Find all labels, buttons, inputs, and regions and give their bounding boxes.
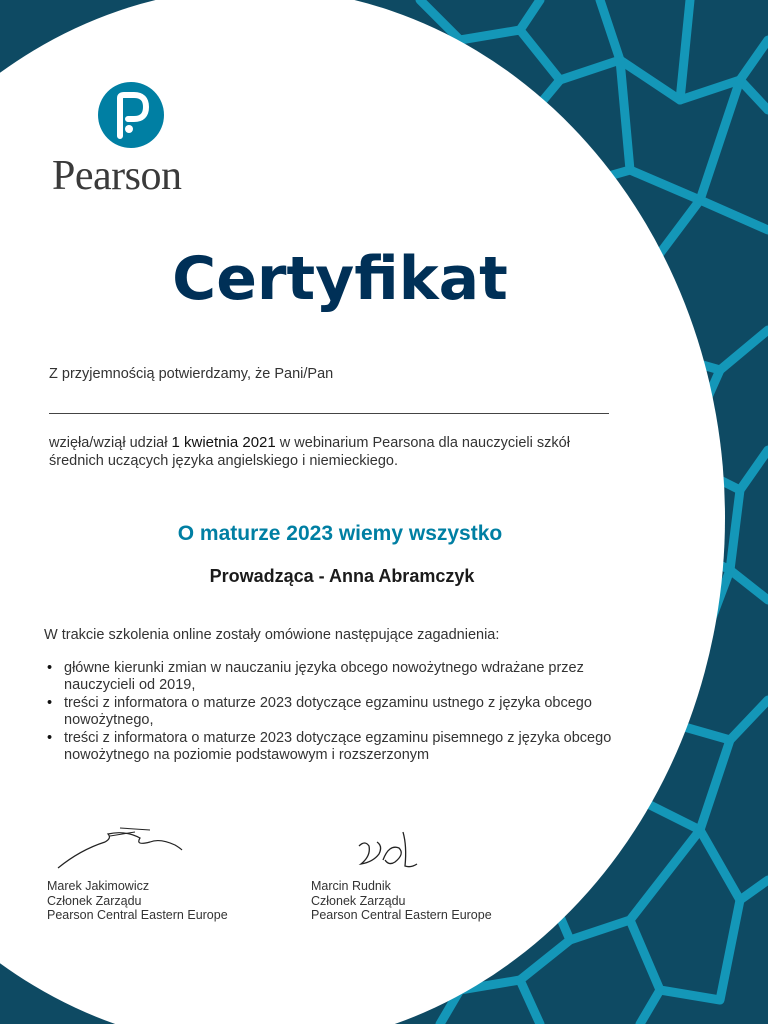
- signatory-2: [311, 879, 492, 923]
- signatory-company: Pearson Central Eastern Europe: [47, 908, 228, 922]
- signatory-name: Marcin Rudnik: [311, 879, 391, 893]
- list-item: • główne kierunki zmian w nauczaniu języka obcego nowożytnego wdrażane przez nauczycieli od 2019,: [44, 660, 624, 694]
- list-item: • treści z informatora o maturze 2023 dotyczące egzaminu ustnego z języka obcego nowożytnego,: [44, 695, 624, 729]
- event-date: 1 kwietnia 2021: [171, 434, 276, 451]
- topics-intro: W trakcie szkolenia online zostały omówione następujące zagadnienia:: [44, 627, 500, 643]
- participation-suffix: w webinarium Pearsona dla nauczycieli szkół średnich uczących języka angielskiego i niemieckiego.: [49, 435, 570, 469]
- pearson-logo-icon: [98, 82, 164, 148]
- webinar-title: O maturze 2023 wiemy wszystko: [177, 522, 503, 545]
- intro-text: Z przyjemnością potwierdzamy, że Pani/Pan: [49, 366, 334, 382]
- topics-list: [44, 660, 624, 765]
- signatory-company: Pearson Central Eastern Europe: [311, 908, 492, 922]
- certificate-title: Certyfikat: [172, 244, 508, 314]
- participation-paragraph: [49, 434, 609, 470]
- name-blank-line: [49, 413, 609, 414]
- pearson-wordmark: Pearson: [52, 153, 182, 199]
- signatory-role: Członek Zarządu: [47, 893, 142, 908]
- signatory-role: Członek Zarządu: [311, 893, 406, 908]
- signature-marek-jakimowicz: [50, 820, 190, 875]
- lecturer-name: Prowadząca - Anna Abramczyk: [209, 566, 475, 586]
- signatory-1: [47, 879, 228, 923]
- participation-prefix: wzięła/wziął udział: [49, 435, 168, 451]
- list-item: • treści z informatora o maturze 2023 dotyczące egzaminu pisemnego z języka obcego nowożytnego na poziomie podstawowym i rozszerzonym: [44, 730, 624, 764]
- signature-marcin-rudnik: [355, 826, 425, 874]
- signatory-name: Marek Jakimowicz: [47, 879, 150, 893]
